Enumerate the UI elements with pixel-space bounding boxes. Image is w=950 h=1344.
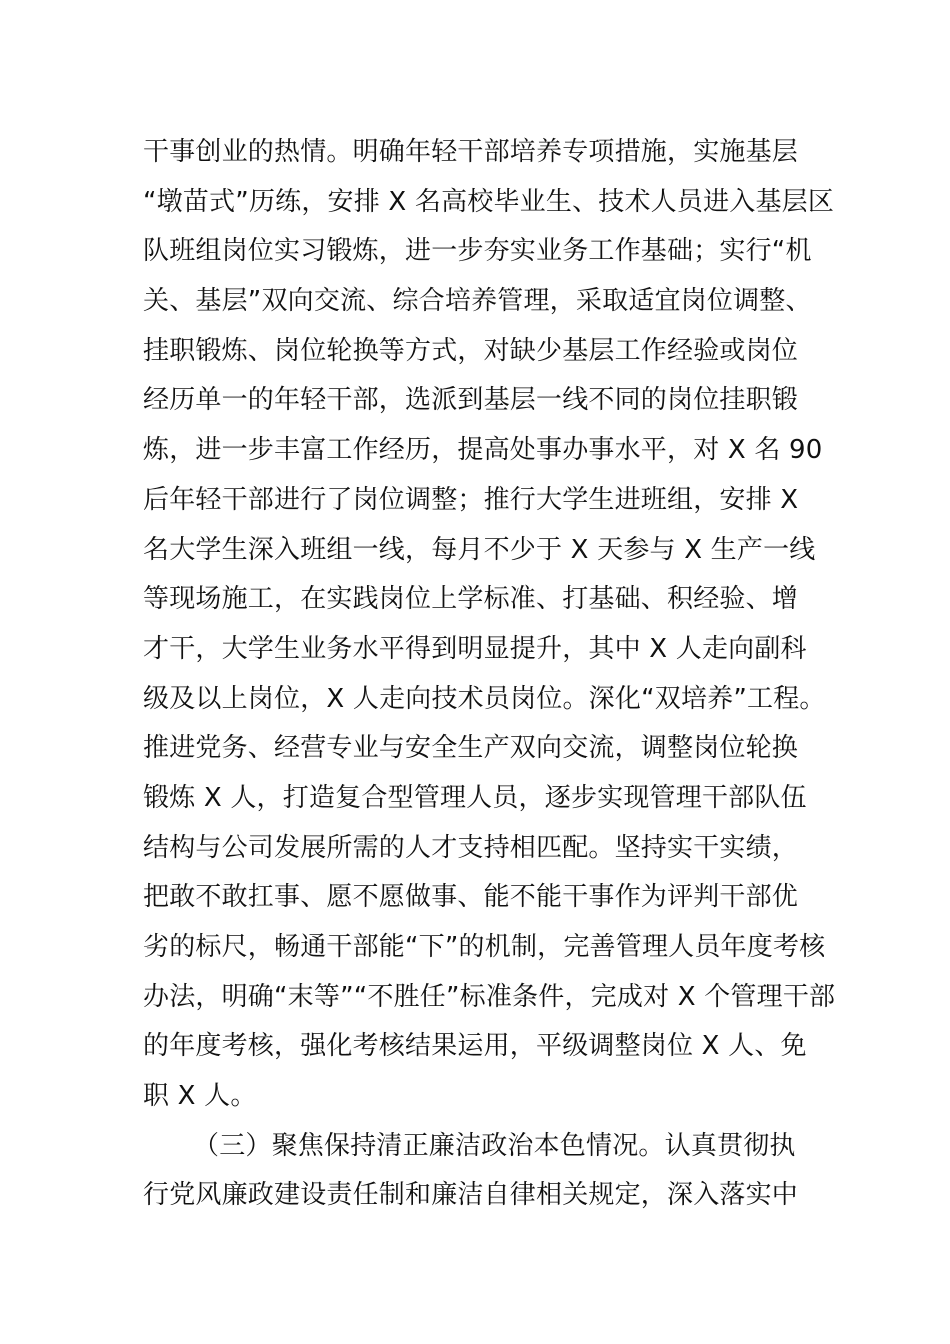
text-line: 锻炼 X 人，打造复合型管理人员，逐步实现管理干部队伍 <box>143 782 807 813</box>
text-line: 干事创业的热情。明确年轻干部培养专项措施，实施基层 <box>143 137 799 167</box>
text-line: 劣的标尺，畅通干部能“下”的机制，完善管理人员年度考核 <box>143 932 826 962</box>
text-line: 等现场施工，在实践岗位上学标准、打基础、积经验、增 <box>143 584 799 615</box>
text-line: 结构与公司发展所需的人才支持相匹配。坚持实干实绩， <box>143 832 799 863</box>
text-line: “墩苗式”历练，安排 X 名高校毕业生、技术人员进入基层区 <box>143 186 835 217</box>
document-body <box>143 128 836 1221</box>
text-line: 名大学生深入班组一线，每月不少于 X 天参与 X 生产一线 <box>143 534 816 565</box>
text-line: 才干，大学生业务水平得到明显提升，其中 X 人走向副科 <box>143 633 807 664</box>
text-line: 把敢不敢扛事、愿不愿做事、能不能干事作为评判干部优 <box>143 882 799 913</box>
text-line: 职 X 人。 <box>143 1081 257 1112</box>
text-line: 的年度考核，强化考核结果运用，平级调整岗位 X 人、免 <box>143 1031 807 1062</box>
text-line: 办法，明确“末等”“不胜任”标准条件，完成对 X 个管理干部 <box>143 981 836 1012</box>
text-line: 队班组岗位实习锻炼，进一步夯实业务工作基础；实行“机 <box>143 236 812 267</box>
text-line: 关、基层”双向交流、综合培养管理，采取适宜岗位调整、 <box>143 286 812 317</box>
text-line: 经历单一的年轻干部，选派到基层一线不同的岗位挂职锻 <box>143 385 799 416</box>
section-heading-line: （三）聚焦保持清正廉洁政治本色情况。认真贯彻执 <box>193 1130 796 1161</box>
text-line: 挂职锻炼、岗位轮换等方式，对缺少基层工作经验或岗位 <box>143 335 799 366</box>
text-line: 级及以上岗位，X 人走向技术员岗位。深化“双培养”工程。 <box>143 683 826 714</box>
text-line: 推进党务、经营专业与安全生产双向交流，调整岗位轮换 <box>143 733 799 764</box>
text-line: 行党风廉政建设责任制和廉洁自律相关规定，深入落实中 <box>143 1180 799 1211</box>
text-line: 炼，进一步丰富工作经历，提高处事办事水平，对 X 名 90 <box>143 435 823 466</box>
text-line: 后年轻干部进行了岗位调整；推行大学生进班组，安排 X <box>143 484 799 515</box>
